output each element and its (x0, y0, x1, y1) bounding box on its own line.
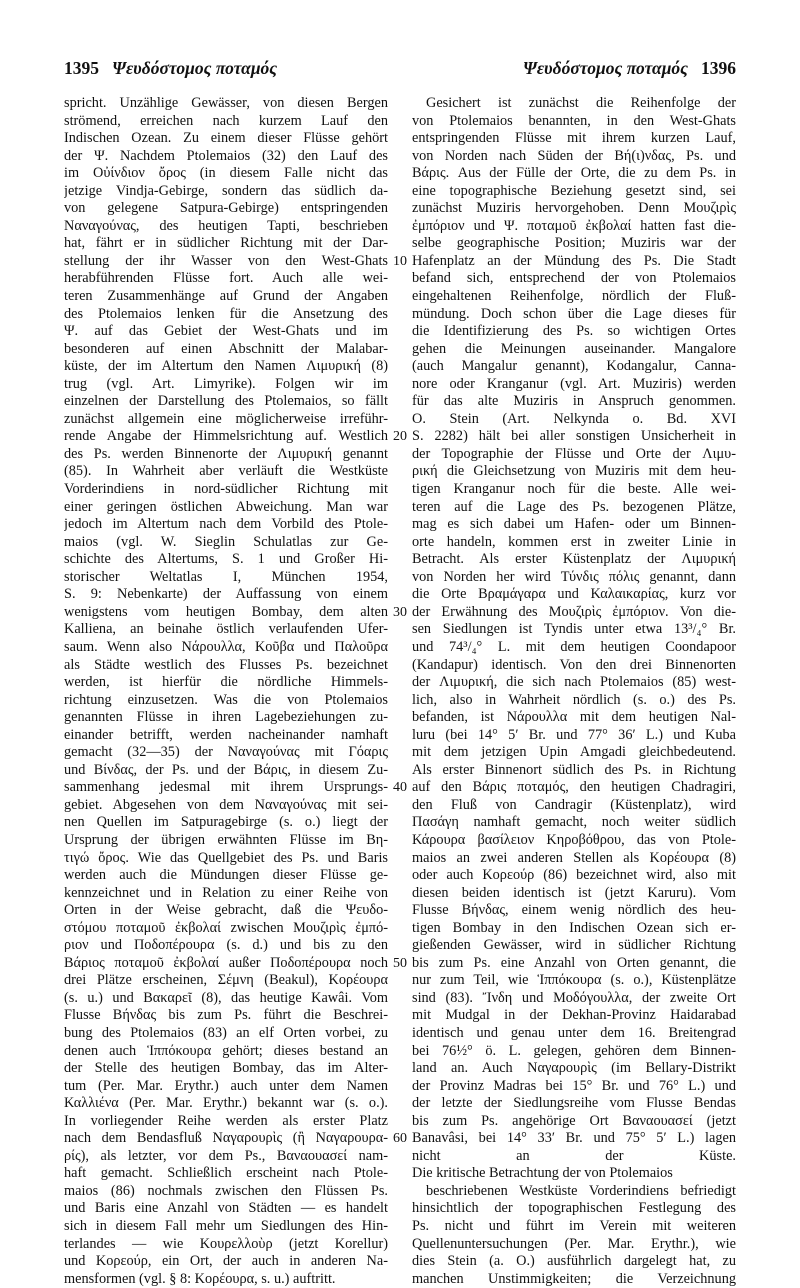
text-line: sind (83). Ἴνδη und Μοδόγουλλα, der zweite Ort (412, 989, 736, 1006)
page-header (64, 58, 736, 84)
text-line: Βάριος ποταμοῦ ἐκβολαί außer Ποδοπέρουρα noch (64, 954, 388, 971)
right-running-title: Ψευδόστομος ποταμός (522, 58, 688, 78)
text-line: bis zum Ps. angehörige Ort Βαναουασεί (jetzt (412, 1112, 736, 1129)
text-line: Κάρουρα βασίλειον Κηροβόθρου, das von Ptole- (412, 831, 736, 848)
text-line: von Norden nach Süden der Βή(ι)νδας, Ps. und (412, 147, 736, 164)
text-line: nach dem Bendasfluß Ναγαρουρὶς (ἢ Ναγαρουρα- (64, 1130, 388, 1147)
text-line: zunächst Muziris hervorgehoben. Denn Μουζιρὶς (412, 200, 736, 217)
text-line: sich in diesem Fall mehr um Siedlungen des Hin- (64, 1218, 388, 1234)
text-line: (Kandapur) identisch. Von den drei Binnenorten (412, 656, 736, 673)
text-line: ρική die Gleichsetzung von Muziris mit dem heu- (412, 463, 736, 480)
text-line: manchen Unstimmigkeiten; die Verzeichnung (412, 1270, 736, 1287)
text-line: die Identifizierung des Ps. so wichtigen Ortes (412, 323, 736, 340)
text-line: entspringenden Flüsse mit ihrem kurzen Lauf, (412, 130, 736, 147)
text-line: Indischen Ozean. Zu einem dieser Flüsse gehört (64, 130, 388, 147)
text-line: befanden, ist Νάρουλλα mit dem heutigen Nal- (412, 709, 736, 726)
text-line: einer geringen östlichen Abweichung. Man war (64, 498, 388, 515)
text-line: lich, also in Wahrheit nördlich (s. o.) des Ps. (412, 691, 736, 708)
text-line: S. 2282) hält bei aller sonstigen Unsicherheit in (412, 428, 736, 445)
text-line: Kalliena, an beinahe östlich verlaufenden Ufer- (64, 621, 388, 638)
text-line: nore oder Kranganur (vgl. Art. Muziris) werden (412, 375, 736, 392)
text-line: mit dem jetzigen Upin Amgadi gleichbedeutend. (412, 744, 736, 761)
text-line: im Οὐίνδιον ὄρος (in diesem Falle nicht das (64, 165, 388, 182)
text-line: die Orte Βραμάγαρα und Καλαικαρίας, kurz vor (412, 586, 736, 603)
left-running-title: Ψευδόστομος ποταμός (112, 58, 278, 78)
line-number: 30 (393, 604, 407, 620)
text-line: der letzte der Siedlungsreihe vom Flusse Bendas (412, 1095, 736, 1112)
text-line: denen auch Ἱππόκουρα gehört; dieses bestand an (64, 1042, 388, 1059)
line-number: 40 (393, 780, 407, 796)
text-line: Vorderindiens in nord-südlicher Richtung mit (64, 481, 388, 498)
text-line: dies Stein (a. O.) ausführlich dargelegt hat, zu (412, 1253, 736, 1270)
text-line: Ps. nicht und führt im Verein mit weiteren (412, 1218, 736, 1234)
text-line: und 74³/₄° L. mit dem heutigen Coondapoor (412, 638, 736, 655)
text-line: der Λιμυρική, die sich nach Ptolemaios (85) west- (412, 674, 736, 691)
text-line: sen Siedlungen ist Tyndis unter etwa 13³/₄° Br. (412, 621, 736, 638)
text-line: für das alte Muziris in Anspruch genommen. (412, 393, 736, 410)
text-line: von Norden her wird Τύνδις πόλις genannt, dann (412, 568, 736, 585)
text-line: στόμου ποταμοῦ ἐκβολαί zwischen Μουζιρὶς ἐμπό- (64, 919, 388, 936)
text-line: Quellenuntersuchungen (Per. Mar. Erythr.), wie (412, 1235, 736, 1252)
text-line: sammenhang jedesmal mit ihrem Ursprungs- (64, 779, 388, 796)
text-line: herabführenden Flüsse fort. Auch alle wei- (64, 270, 388, 287)
text-line: gebiet. Abgesehen von dem Ναναγούνας mit sei- (64, 796, 388, 813)
text-line: beschriebenen Westküste Vorderindiens befriedigt (426, 1182, 736, 1199)
text-line: einzelnen der Darstellung des Ptolemaios, so fällt (64, 393, 388, 410)
text-line: diesen beiden identisch ist (jetzt Karuru). Vom (412, 884, 736, 901)
text-line: S. 9: Nebenkarte) der Auffassung von einem (64, 586, 388, 603)
text-line: drei Plätze erscheinen, Σέμνη (Beakul), Κορέουρα (64, 972, 388, 989)
text-line: und Baris eine Anzahl von Städten — es handelt (64, 1200, 388, 1217)
text-line: der Topographie der Flüsse und Orte der Λιμυ- (412, 445, 736, 462)
line-number: 10 (393, 253, 407, 269)
text-line: auf den Βάρις ποταμός, den heutigen Chadragiri, (412, 779, 736, 796)
text-line: selbe geographische Position; Muziris war der (412, 235, 736, 252)
text-line: mensformen (vgl. § 8: Κορέουρα, s. u.) auftritt. (64, 1270, 336, 1287)
text-line: τιγώ ὄρος. Wie das Quellgebiet des Ps. und Baris (64, 849, 388, 866)
text-line: Πασάγη namhaft gemacht, noch weiter südlich (412, 814, 736, 831)
text-line: haft gemacht. Schließlich erscheint nach Ptole- (64, 1165, 388, 1182)
text-line: (85). In Wahrheit aber verläuft die Westküste (64, 463, 388, 480)
text-line: richtung einzusetzen. Was die von Ptolemaios (64, 691, 388, 708)
text-line: O. Stein (Art. Nelkynda o. Bd. XVI (412, 410, 736, 427)
text-line: tigen Bombay in den Indischen Ozean sich er- (412, 919, 736, 936)
text-line: nur zum Teil, wie Ἱππόκουρα (s. o.), Küstenplätze (412, 972, 736, 989)
text-line: ἐμπόριον und Ψ. ποταμοῦ ἐκβολαί hatten fast die- (412, 217, 736, 234)
text-line: mündung. Doch schon über die Lage dieses für (412, 305, 736, 322)
text-line: hat, fährt er in südlicher Richtung mit der Dar- (64, 235, 388, 252)
text-line: nen Quellen im Satpuragebirge (s. o.) liegt der (64, 814, 388, 831)
text-line: eingehaltenen Reihenfolge, nördlich der Fluß- (412, 288, 736, 305)
text-line: maios (86) nochmals zwischen den Flüssen Ps. (64, 1182, 388, 1199)
text-line: terlandes — wie Κουρελλοὺρ (jetzt Korellur) (64, 1235, 388, 1252)
text-line: von Ptolemaios benannten, in den West-Ghats (412, 112, 736, 129)
text-line: Als erster Binnenort südlich des Ps. in Richtung (412, 761, 736, 778)
text-line: von gelegene Satpura-Gebirge) entspringenden (64, 200, 388, 217)
text-line: Ψ. auf das Gebiet der West-Ghats und im (64, 323, 388, 340)
text-line: Flusse Βήνδας bis zum Ps. führt die Beschrei- (64, 1007, 388, 1024)
text-line: oder auch Κορεούρ (86) bezeichnet wird, also mit (412, 867, 736, 884)
text-line: In vorliegender Reihe werden als erster Platz (64, 1112, 388, 1129)
text-line: des Ptolemaios lenken für die Ansetzung des (64, 305, 388, 322)
text-line: saum. Wenn also Νάρουλλα, Κοῦβα und Παλοῦρα (64, 638, 388, 655)
text-line: Orten in der Weise gebracht, daß die Ψευδο- (64, 902, 388, 919)
text-line: tigen Kranganur noch für die beste. Alle wei- (412, 481, 736, 498)
text-line: einander betrifft, werden nacheinander namhaft (64, 726, 388, 743)
text-line: spricht. Unzählige Gewässer, von diesen Bergen (64, 95, 388, 111)
text-line: als Städte westlich des Flusses Ps. bezeichnet (64, 656, 388, 673)
text-line: nicht an der Küste. (412, 1147, 736, 1164)
text-line: jedoch im Altertum nach dem Vorbild des Ptole- (64, 516, 388, 533)
text-line: (auch Mangalur genannt), Kodangalur, Canna- (412, 358, 736, 375)
text-line: besonderen auf einen Abschnitt der Malabar- (64, 340, 388, 357)
text-line: storischer Weltatlas I, München 1954, (64, 568, 388, 585)
text-line: Καλλιένα (Per. Mar. Erythr.) bekannt war (s. o.). (64, 1095, 388, 1112)
text-line: küste, der im Altertum den Namen Λιμυρική (8) (64, 358, 388, 375)
text-line: Die kritische Betrachtung der von Ptolemaios (412, 1165, 673, 1182)
text-line: Banavâsi, bei 14° 33′ Br. und 75° 5′ L.) lagen (412, 1130, 736, 1147)
text-line: Βάρις. Aus der Fülle der Orte, die zu dem Ps. in (412, 165, 736, 182)
right-text-column (412, 95, 736, 1288)
text-line: bung des Ptolemaios (83) an elf Orten vorbei, zu (64, 1024, 388, 1041)
text-line: land an. Auch Ναγαρουρὶς (im Bellary-Distrikt (412, 1060, 736, 1077)
text-line: und Βίνδας, der Ps. und der Βάρις, in diesem Zu- (64, 761, 388, 778)
text-line: der Ψ. Nachdem Ptolemaios (32) den Lauf des (64, 147, 388, 164)
text-line: strömend, erreichen nach kurzem Lauf den (64, 112, 388, 129)
text-line: maios (vgl. W. Sieglin Schulatlas zur Ge- (64, 533, 388, 550)
text-line: Flusse Βήνδας, einem wenig nördlich des heu- (412, 902, 736, 919)
text-line: Ναναγούνας, des heutigen Tapti, beschrieben (64, 217, 388, 234)
text-line: werden, ist hierfür die nördliche Himmels- (64, 674, 388, 691)
text-line: rende Angabe der Himmelsrichtung auf. Westlich (64, 428, 388, 445)
text-line: (s. u.) und Βακαρεῖ (8), das heutige Kawâi. Vom (64, 989, 388, 1006)
text-line: kennzeichnet und in Relation zu einer Reihe von (64, 884, 388, 901)
text-line: Ursprung der übrigen erwähnten Flüsse im Βη- (64, 831, 388, 848)
text-line: ρίς), als letzter, vor dem Ps., Βαναουασεί nam- (64, 1147, 388, 1164)
line-number: 50 (393, 955, 407, 971)
text-line: bei 76½° ö. L. gelegen, gehören dem Binnen- (412, 1042, 736, 1059)
text-line: gießenden Gewässer, wird in südlicher Richtung (412, 937, 736, 954)
text-line: teren Zusammenhänge auf Grund der Angaben (64, 288, 388, 305)
text-line: und Κορεούρ, ein Ort, der auch in anderen Na- (64, 1253, 388, 1270)
text-line: der Stelle des heutigen Bombay, das im Alter- (64, 1060, 388, 1077)
text-line: Gesichert ist zunächst die Reihenfolge der (426, 95, 736, 111)
left-page-number: 1395 (64, 58, 99, 78)
text-line: bis zum Ps. eine Anzahl von Orten genannt, die (412, 954, 736, 971)
text-line: wenigstens vom heutigen Bombay, dem alten (64, 603, 388, 620)
text-line: stellung der ihr Wasser von den West-Ghats (64, 252, 388, 269)
text-line: zunächst allgemein eine möglicherweise irreführ- (64, 410, 388, 427)
text-line: der Erwähnung des Μουζιρὶς ἐμπόριον. Von die- (412, 603, 736, 620)
line-number: 60 (393, 1131, 407, 1147)
text-line: identisch und genau unter dem 16. Breitengrad (412, 1024, 736, 1041)
text-line: des Ps. werden Binnenorte der Λιμυρική genannt (64, 445, 388, 462)
text-line: tum (Per. Mar. Erythr.) auch unter dem Namen (64, 1077, 388, 1094)
text-line: mit Mudgal in der Dekhan-Provinz Haidarabad (412, 1007, 736, 1024)
text-line: gemacht (32—35) der Ναναγούνας mit Γόαρις (64, 744, 388, 761)
text-line: orte handeln, kommen erst in zweiter Linie in (412, 533, 736, 550)
text-line: mag es sich dabei um Hafen- oder um Binnen- (412, 516, 736, 533)
line-number: 20 (393, 429, 407, 445)
right-page-number: 1396 (701, 58, 736, 78)
text-line: eine topographische Beziehung gesetzt sind, sei (412, 182, 736, 199)
text-line: maios an zwei anderen Stellen als Κορέουρα (8) (412, 849, 736, 866)
text-line: jetzige Vindja-Gebirge, sondern das südlich da- (64, 182, 388, 199)
text-line: der Provinz Madras bei 15° Br. und 76° L.) und (412, 1077, 736, 1094)
text-line: gehen die Meinungen auseinander. Mangalore (412, 340, 736, 357)
text-line: den Fluß von Candragir (Küstenplatz), wird (412, 796, 736, 813)
text-line: ριον und Ποδοπέρουρα (s. d.) und bis zu den (64, 937, 388, 954)
text-line: trug (vgl. Art. Limyrike). Folgen wir im (64, 375, 388, 392)
text-line: werden auch die Mündungen dieser Flüsse ge- (64, 867, 388, 884)
text-line: hinsichtlich der topographischen Festlegung des (412, 1200, 736, 1217)
text-line: schichte des Altertums, S. 1 und Großer Hi- (64, 551, 388, 568)
text-line: teren auf die Lage des Ps. bezogenen Plätze, (412, 498, 736, 515)
text-line: genannten Flüsse in ihren Lagebeziehungen zu- (64, 709, 388, 726)
text-line: luru (bei 14° 5′ Br. und 77° 36′ L.) und Kuba (412, 726, 736, 743)
left-text-column (64, 95, 388, 1288)
text-line: befand sich, entsprechend der von Ptolemaios (412, 270, 736, 287)
text-line: Betracht. Als erster Küstenplatz der Λιμυρική (412, 551, 736, 568)
text-line: Hafenplatz an der Mündung des Ps. Die Stadt (412, 252, 736, 269)
